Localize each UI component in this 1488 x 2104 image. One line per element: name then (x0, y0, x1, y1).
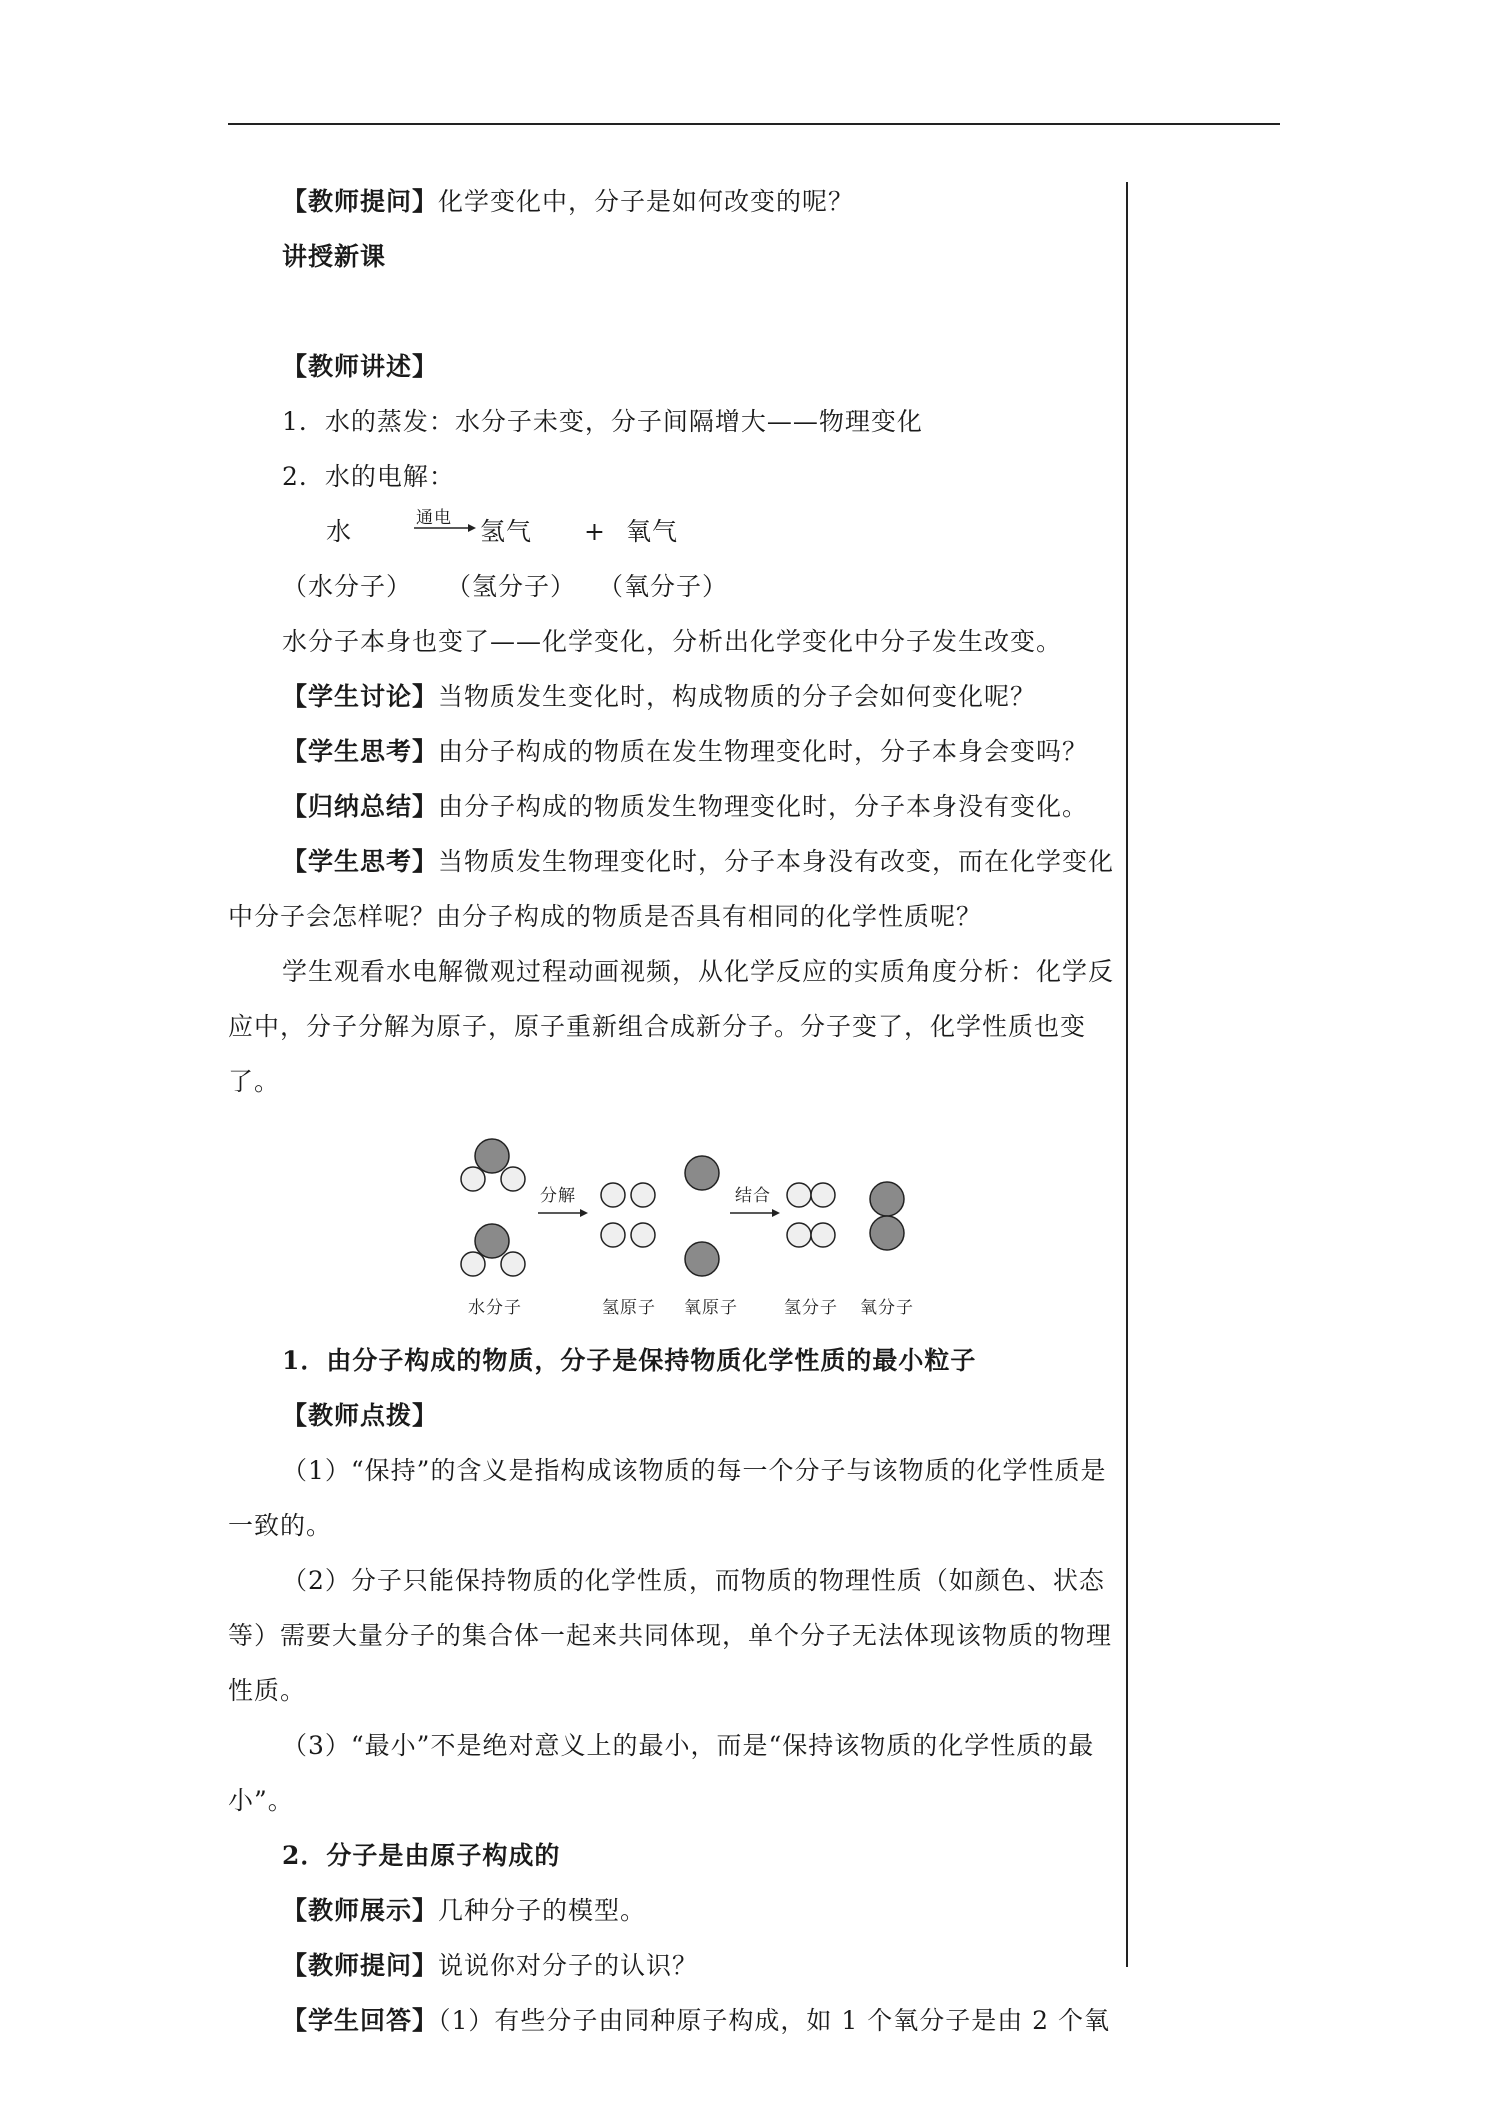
eq-plus: + (584, 517, 606, 546)
label-h2-molecule: 氢分子 (784, 1298, 838, 1318)
o-atom-circle (475, 1224, 509, 1258)
line-teacher-show (228, 1883, 1116, 1938)
eq-label-h2: （氢分子） (446, 572, 577, 601)
line-video-analysis: 学生观看水电解微观过程动画视频，从化学反应的实质角度分析：化学反应中，分子分解为原子，原子重新组合成新分子。分子变了，化学性质也变了。 (228, 957, 1115, 1096)
oxygen-molecule (870, 1182, 904, 1250)
tag: 【学生回答】 (282, 2006, 439, 2035)
line-chemical-change: 水分子本身也变了——化学变化，分析出化学变化中分子发生改变。 (282, 627, 1063, 656)
h-atom-circle (631, 1183, 655, 1207)
label-water-molecule: 水分子 (468, 1298, 522, 1318)
label-h-atom: 氢原子 (602, 1298, 656, 1318)
right-rule (1126, 182, 1128, 1967)
combine-arrow (730, 1186, 780, 1217)
section-heading-new-lesson: 讲授新课 (282, 242, 387, 271)
h-atom-circle (787, 1223, 811, 1247)
o-atom-circle (685, 1156, 719, 1190)
h-atom-circle (501, 1167, 525, 1191)
tag: 【学生思考】 (282, 737, 439, 766)
equation-row (228, 504, 1116, 559)
text: 由分子构成的物质在发生物理变化时，分子本身会变吗？ (438, 737, 1089, 766)
text: 由分子构成的物质发生物理变化时，分子本身没有变化。 (438, 792, 1089, 821)
o-atom-circle (475, 1139, 509, 1173)
molecule-diagram (228, 1123, 1116, 1333)
eq-water: 水 (326, 517, 353, 546)
eq-h2: 氢气 (480, 517, 533, 546)
text: （1）有些分子由同种原子构成，如 1 个氧分子是由 2 个氧 (438, 2006, 1111, 2035)
eq-o2: 氧气 (626, 517, 679, 546)
line-teacher-lecture: 【教师讲述】 (282, 352, 439, 381)
heading-point-1: 1．由分子构成的物质，分子是保持物质化学性质的最小粒子 (282, 1346, 977, 1375)
eq-arrow (410, 508, 476, 552)
line-student-answer (228, 1993, 1116, 2048)
h-atom-circle (811, 1183, 835, 1207)
arrow1-label: 分解 (540, 1186, 576, 1206)
line-student-think-1 (228, 724, 1116, 779)
water-molecule-2 (461, 1224, 525, 1276)
h-atom-circle (461, 1252, 485, 1276)
h-atom-circle (787, 1183, 811, 1207)
water-molecule-1 (461, 1139, 525, 1191)
o-atom-circle (870, 1182, 904, 1216)
eq-label-water: （水分子） (282, 572, 413, 601)
o-atom-circle (685, 1242, 719, 1276)
line-electrolysis: 2．水的电解： (282, 462, 455, 491)
tag: 【教师提问】 (282, 187, 439, 216)
h-atom-circle (811, 1223, 835, 1247)
h-atom-circle (601, 1183, 625, 1207)
page-content (228, 174, 1116, 2048)
electrolysis-diagram (228, 1123, 1116, 1333)
tag: 【教师展示】 (282, 1896, 439, 1925)
text: 化学变化中，分子是如何改变的呢？ (438, 187, 855, 216)
decompose-arrow (538, 1186, 588, 1217)
eq-label-o2: （氧分子） (598, 572, 729, 601)
label-o-atom: 氧原子 (684, 1298, 738, 1318)
line-teacher-tip: 【教师点拨】 (282, 1401, 439, 1430)
line-teacher-question (228, 174, 1116, 229)
heading-point-2: 2．分子是由原子构成的 (282, 1841, 561, 1870)
tag: 【学生讨论】 (282, 682, 439, 711)
o-atom-circle (870, 1216, 904, 1250)
tag: 【归纳总结】 (282, 792, 439, 821)
h-atom-circle (631, 1223, 655, 1247)
eq-arrow-label: 通电 (416, 508, 452, 528)
text: 说说你对分子的认识？ (438, 1951, 699, 1980)
tag: 【教师提问】 (282, 1951, 439, 1980)
oxygen-atoms (685, 1156, 719, 1276)
top-rule (228, 123, 1280, 125)
h-atom-circle (601, 1223, 625, 1247)
tag: 【学生思考】 (282, 847, 439, 876)
line-evaporation: 1．水的蒸发：水分子未变，分子间隔增大——物理变化 (282, 407, 923, 436)
line-student-think-2 (228, 834, 1116, 944)
text: 几种分子的模型。 (438, 1896, 647, 1925)
arrow2-label: 结合 (735, 1186, 771, 1206)
line-summary (228, 779, 1116, 834)
hydrogen-atoms (601, 1183, 655, 1247)
tip-point-3: （3）“最小”不是绝对意义上的最小，而是“保持该物质的化学性质的最小”。 (228, 1731, 1095, 1815)
label-o2-molecule: 氧分子 (860, 1298, 914, 1318)
text: 当物质发生物理变化时，分子本身没有改变，而在化学变化中分子会怎样呢？由分子构成的物质是否具有相同的化学性质呢？ (228, 847, 1115, 931)
h-atom-circle (461, 1167, 485, 1191)
line-teacher-question-2 (228, 1938, 1116, 1993)
h-atom-circle (501, 1252, 525, 1276)
tip-point-2: （2）分子只能保持物质的化学性质，而物质的物理性质（如颜色、状态等）需要大量分子的集合体一起来共同体现，单个分子无法体现该物质的物理性质。 (228, 1566, 1113, 1705)
text: 当物质发生变化时，构成物质的分子会如何变化呢？ (438, 682, 1037, 711)
tip-point-1: （1）“保持”的含义是指构成该物质的每一个分子与该物质的化学性质是一致的。 (228, 1456, 1107, 1540)
hydrogen-molecules (787, 1183, 835, 1247)
equation-labels-row (228, 559, 1116, 614)
line-student-discussion (228, 669, 1116, 724)
